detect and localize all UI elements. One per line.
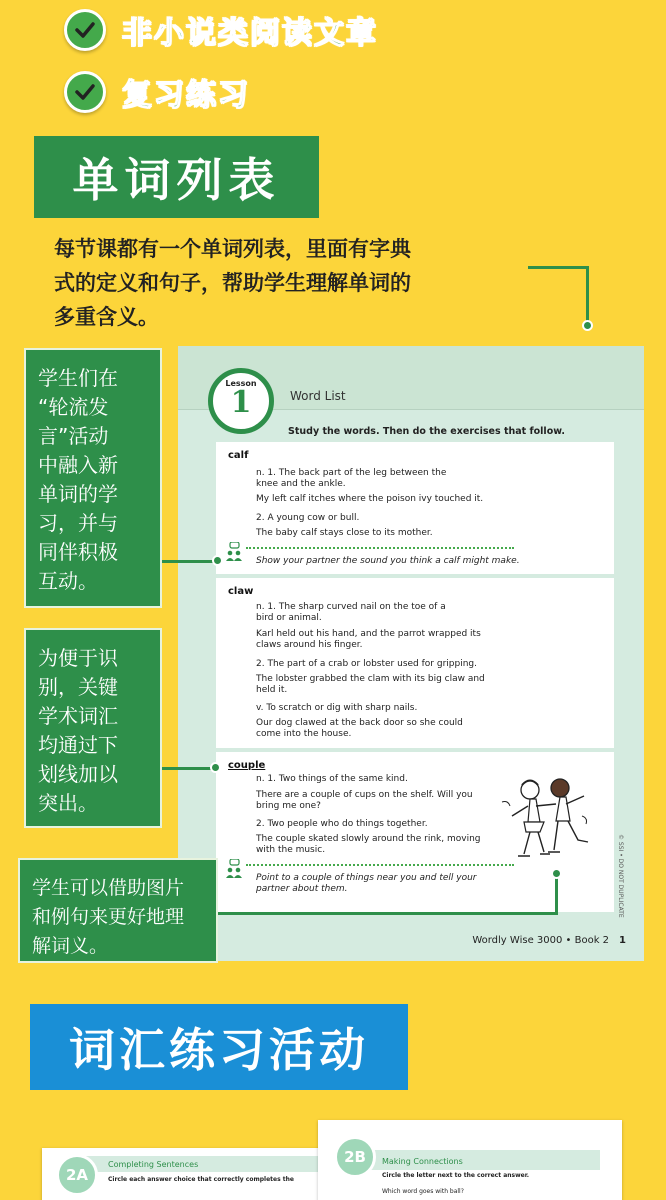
page-footer	[472, 935, 626, 946]
definition-line: 2. Two people who do things together.	[256, 819, 428, 829]
callout-line: 为便于识	[38, 646, 118, 670]
checklist-label: 非小说类阅读文章	[122, 16, 378, 51]
intro-line: 式的定义和句子，帮助学生理解单词的	[54, 271, 411, 295]
definition-line: v. To scratch or dig with sharp nails.	[256, 703, 418, 713]
connector-line	[555, 876, 558, 915]
definition-line: 2. The part of a crab or lobster used for gripping.	[256, 659, 477, 669]
page-number: 1	[619, 935, 626, 946]
exercise-page-2a	[42, 1148, 320, 1200]
exercise-badge: 2B	[334, 1136, 376, 1178]
exercise-instructions: Circle the letter next to the correct answer.	[382, 1172, 530, 1179]
lesson-badge	[208, 368, 274, 434]
callout-pictures-examples	[18, 858, 218, 963]
definition-line: knee and the ankle.	[256, 479, 346, 489]
example-sentence: The couple skated slowly around the rink, moving	[256, 834, 481, 844]
word-entry-calf	[216, 442, 614, 574]
headword: claw	[228, 586, 254, 597]
exercise-title: Completing Sentences	[108, 1160, 199, 1169]
lesson-number: 1	[230, 385, 252, 420]
connector-line	[218, 912, 558, 915]
word-entry-claw	[216, 578, 614, 748]
connector-line	[162, 560, 218, 563]
example-sentence: held it.	[256, 685, 288, 695]
exercise-badge: 2A	[56, 1154, 98, 1196]
exercise-title: Making Connections	[382, 1157, 463, 1166]
dotted-divider	[246, 547, 514, 549]
callout-line: 突出。	[38, 791, 98, 815]
callout-line: 中融入新	[38, 453, 118, 477]
connector-line	[528, 266, 588, 269]
example-sentence: Karl held out his hand, and the parrot wrapped its	[256, 629, 481, 639]
callout-line: 均通过下	[38, 733, 118, 757]
definition-line: n. 1. The back part of the leg between the	[256, 468, 447, 478]
copyright-note: © SSI • DO NOT DUPLICATE	[617, 834, 624, 918]
skaters-illustration	[500, 776, 592, 866]
section-title-word-list: 单词列表	[34, 136, 319, 218]
partner-prompt: partner about them.	[256, 884, 348, 894]
example-sentence: come into the house.	[256, 729, 352, 739]
callout-line: 学生可以借助图片	[32, 877, 185, 899]
callout-line: 划线加以	[38, 762, 118, 786]
callout-underlined-words	[24, 628, 162, 828]
exercise-page-2b	[318, 1120, 622, 1200]
partner-talk-icon	[225, 859, 243, 879]
callout-line: “轮流发	[38, 395, 109, 419]
definition-line: n. 1. Two things of the same kind.	[256, 774, 408, 784]
callout-line: 互动。	[38, 569, 98, 593]
callout-line: 学生们在	[38, 366, 118, 390]
definition-line: bird or animal.	[256, 613, 322, 623]
book-title: Wordly Wise 3000 • Book 2	[472, 935, 610, 946]
callout-line: 解词义。	[32, 935, 109, 957]
checklist-label: 复习练习	[122, 78, 250, 113]
headword: couple	[228, 760, 266, 771]
checklist-item-review	[64, 70, 250, 114]
connector-dot	[551, 868, 562, 879]
exercise-instructions: Circle each answer choice that correctly completes the	[108, 1176, 294, 1183]
callout-line: 单词的学	[38, 482, 118, 506]
partner-talk-icon	[225, 542, 243, 562]
checkmark-icon	[64, 71, 106, 113]
example-sentence: My left calf itches where the poison ivy touched it.	[256, 494, 484, 504]
partner-prompt: Show your partner the sound you think a calf might make.	[256, 556, 520, 566]
checklist-item-nonfiction	[64, 8, 378, 52]
headword: calf	[228, 450, 249, 461]
example-sentence: The lobster grabbed the clam with its big claw and	[256, 674, 485, 684]
partner-prompt: Point to a couple of things near you and tell your	[256, 873, 477, 883]
exercise-question: Which word goes with ball?	[382, 1188, 464, 1195]
example-sentence: with the music.	[256, 845, 326, 855]
lesson-label: Lesson	[225, 379, 257, 388]
example-sentence: claws around his finger.	[256, 640, 363, 650]
section-title-vocab-activities: 词汇练习活动	[30, 1004, 408, 1090]
callout-line: 同伴积极	[38, 540, 118, 564]
intro-line: 多重含义。	[54, 305, 159, 329]
definition-line: 2. A young cow or bull.	[256, 513, 360, 523]
connector-dot	[582, 320, 593, 331]
checkmark-icon	[64, 9, 106, 51]
connector-line	[162, 767, 214, 770]
callout-line: 和例句来更好地理	[32, 906, 185, 928]
definition-line: n. 1. The sharp curved nail on the toe of a	[256, 602, 446, 612]
intro-paragraph	[54, 232, 534, 334]
page-instructions: Study the words. Then do the exercises that follow.	[288, 426, 565, 437]
callout-line: 言”活动	[38, 424, 109, 448]
connector-dot	[212, 555, 223, 566]
connector-line	[586, 266, 589, 326]
example-sentence: There are a couple of cups on the shelf. Will you	[256, 790, 473, 800]
connector-dot	[210, 762, 221, 773]
example-sentence: Our dog clawed at the back door so she could	[256, 718, 463, 728]
callout-line: 学术词汇	[38, 704, 118, 728]
example-sentence: bring me one?	[256, 801, 321, 811]
dotted-divider	[246, 864, 514, 866]
intro-line: 每节课都有一个单词列表，里面有字典	[54, 237, 411, 261]
page-title: Word List	[290, 389, 346, 403]
callout-line: 习，并与	[38, 511, 118, 535]
example-sentence: The baby calf stays close to its mother.	[256, 528, 433, 538]
word-list-page	[178, 346, 644, 961]
callout-line: 别，关键	[38, 675, 118, 699]
callout-partner-talk	[24, 348, 162, 608]
